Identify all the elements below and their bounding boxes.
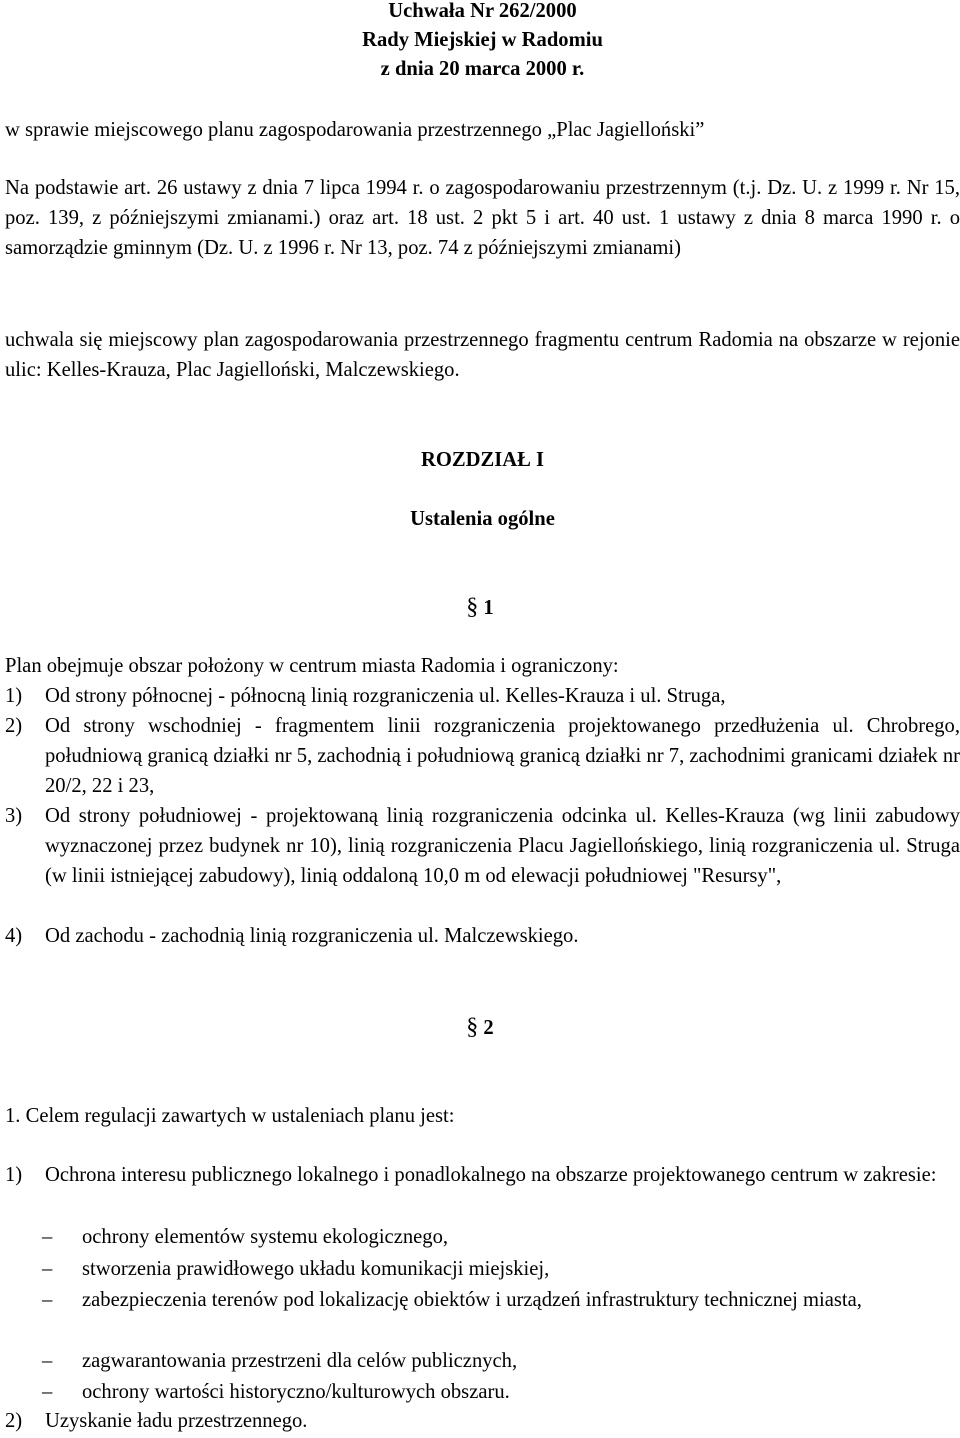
dash-item-text: zabezpieczenia terenów pod lokalizację obiektów i urządzeń infrastruktury technicznej miasta, [82, 1289, 862, 1311]
legal-basis: Na podstawie art. 26 ustawy z dnia 7 lipca 1994 r. o zagospodarowaniu przestrzennym (t.j. Dz. U. z 1999 r. Nr 15, poz. 139, z późniejszymi zmianami.) oraz art. 18 ust. 2 pkt 5 i art. 40 ust. 1 ustawy z dnia 8 marca 1990 r. o samorządzie gminnym (Dz. U. z 1996 r. Nr 13, poz. 74 z późniejszymi zmianami) [5, 177, 960, 259]
list-item-text: Od zachodu - zachodnią linią rozgraniczenia ul. Malczewskiego. [45, 925, 579, 947]
dash-item-text: stworzenia prawidłowego układu komunikacji miejskiej, [82, 1258, 550, 1280]
paragraph-1-intro: Plan obejmuje obszar położony w centrum miasta Radomia i ograniczony: [5, 655, 619, 677]
list-item [5, 921, 960, 951]
dash-bullet: – [42, 1226, 53, 1248]
dash-bullet: – [42, 1258, 53, 1280]
list-item-text: Uzyskanie ładu przestrzennego. [45, 1410, 308, 1432]
dash-item-text: ochrony elementów systemu ekologicznego, [82, 1226, 449, 1248]
list-item [5, 1406, 960, 1436]
list-item-number: 2) [5, 1410, 23, 1432]
list-item-number: 3) [5, 805, 23, 827]
list-item [5, 1160, 960, 1190]
list-item-text: Od strony północnej - północną linią rozgraniczenia ul. Kelles-Krauza i ul. Struga, [45, 685, 726, 707]
list-item-text: Ochrona interesu publicznego lokalnego i ponadlokalnego na obszarze projektowanego centrum w zakresie: [45, 1164, 937, 1186]
resolution-header [5, 0, 960, 84]
dash-bullet: – [42, 1381, 53, 1403]
list-item [5, 801, 960, 891]
dash-item [42, 1222, 960, 1252]
dash-item-text: zagwarantowania przestrzeni dla celów publicznych, [82, 1350, 518, 1372]
paragraph-2-heading [0, 1012, 960, 1043]
resolution-subject: w sprawie miejscowego planu zagospodarowania przestrzennego „Plac Jagielloński” [5, 119, 705, 141]
list-item-number: 1) [5, 685, 23, 707]
chapter-heading: ROZDZIAŁ I [420, 449, 545, 471]
list-item [5, 681, 960, 711]
list-item [5, 711, 960, 801]
dash-item [42, 1285, 960, 1315]
paragraph-1-heading [0, 592, 960, 623]
dash-item [42, 1254, 960, 1284]
dash-item [42, 1377, 960, 1407]
dash-bullet: – [42, 1350, 53, 1372]
list-item-text: Od strony wschodniej - fragmentem linii rozgraniczenia projektowanego przedłużenia ul. Chrobrego, południową granicą działki nr 5, zachodnią i południową granicą działki nr 7, zachodnimi granicami działek nr 20/2, 22 i 23, [45, 715, 960, 797]
dash-item [42, 1346, 960, 1376]
list-item-number: 4) [5, 925, 23, 947]
paragraph-number: 1 [483, 597, 494, 619]
list-item-text: Od strony południowej - projektowaną linią rozgraniczenia odcinka ul. Kelles-Krauza (wg linii zabudowy wyznaczonej przez budynek nr 10), linią rozgraniczenia Placu Jagiellońskiego, linią rozgraniczenia ul. Struga (w linii istniejącej zabudowy), linią oddaloną 10,0 m od elewacji południowej "Resursy", [45, 805, 960, 887]
section-sign: § [466, 594, 479, 620]
chapter-title: Ustalenia ogólne [410, 508, 555, 530]
council-name: Rady Miejskiej w Radomiu [362, 29, 603, 51]
dash-bullet: – [42, 1289, 53, 1311]
section-sign: § [466, 1014, 479, 1040]
paragraph-2-intro: 1. Celem regulacji zawartych w ustaleniach planu jest: [5, 1105, 455, 1127]
dash-item-text: ochrony wartości historyczno/kulturowych obszaru. [82, 1381, 510, 1403]
resolution-number: Uchwała Nr 262/2000 [388, 0, 577, 22]
list-item-number: 1) [5, 1164, 23, 1186]
resolution-date: z dnia 20 marca 2000 r. [380, 58, 585, 80]
paragraph-number: 2 [483, 1017, 494, 1039]
list-item-number: 2) [5, 715, 23, 737]
resolution-statement: uchwala się miejscowy plan zagospodarowania przestrzennego fragmentu centrum Radomia na obszarze w rejonie ulic: Kelles-Krauza, Plac Jagielloński, Malczewskiego. [5, 329, 960, 381]
